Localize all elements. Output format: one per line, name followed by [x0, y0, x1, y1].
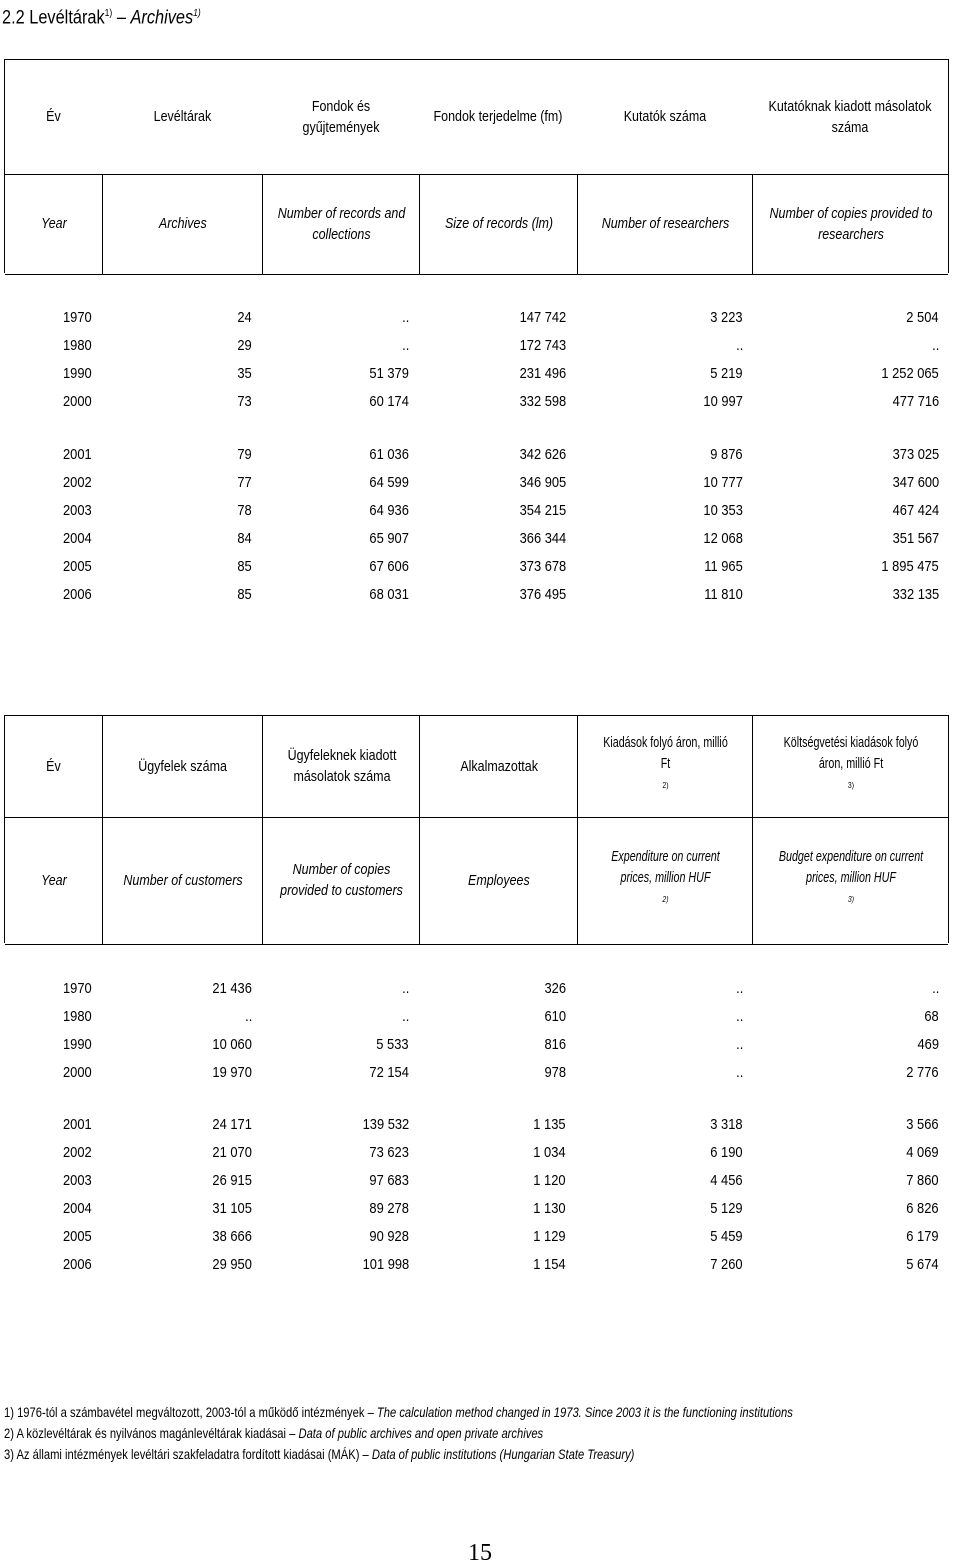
table2-header-hu: [5, 715, 948, 818]
table-row: 2005 85 67 606 373 678 11 965 1 895 475: [63, 558, 939, 575]
t2-h-copies: Ügyfeleknek kiadott másolatok száma: [262, 716, 420, 818]
table-row: 1970 21 436 .. 326 .. ..: [63, 980, 939, 997]
table-row: 2006 29 950 101 998 1 154 7 260 5 674: [63, 1256, 939, 1273]
page-number: 15: [468, 1540, 492, 1566]
table-row: 2003 78 64 936 354 215 10 353 467 424: [63, 502, 939, 519]
table-row: 2006 85 68 031 376 495 11 810 332 135: [63, 586, 939, 603]
table-row: 1980 .. .. 610 .. 68: [63, 1008, 939, 1025]
t2-h-year: Év: [46, 758, 61, 775]
t1-h-researchers-en: Number of researchers: [577, 175, 753, 274]
table-row: 1990 10 060 5 533 816 .. 469: [63, 1036, 939, 1053]
table1-header-hu: [5, 59, 948, 175]
table-row: 2001 24 171 139 532 1 135 3 318 3 566: [63, 1116, 939, 1133]
footnote-1: 1) 1976-tól a számbavétel megváltozott, 2003-tól a működő intézmények – The calculation method changed in 1973. Since 2003 it is the functioning institutions: [4, 1404, 793, 1420]
t2-h-expenditure: Kiadások folyó áron, millió Ft $^{2)}$: [577, 716, 753, 818]
table-row: 2004 84 65 907 366 344 12 068 351 567: [63, 530, 939, 547]
table-row: 2004 31 105 89 278 1 130 5 129 6 826: [63, 1200, 939, 1217]
t2-h-budget: Költségvetési kiadások folyó áron, millió Ft $^{3)}$: [752, 716, 949, 818]
t2-h-employees: Alkalmazottak: [419, 716, 578, 818]
t1-h-records-en: Number of records and collections: [262, 175, 420, 274]
t1-h-size-en: Size of records (lm): [419, 175, 578, 274]
footnotes: [4, 1402, 960, 1465]
t1-h-records: Fondok és gyűjtemények: [302, 98, 379, 136]
table1-header-en: [5, 174, 948, 275]
t2-h-budget-en: Budget expenditure on current prices, million HUF $^{3)}$: [752, 818, 949, 944]
t1-h-archives: Levéltárak: [153, 109, 211, 125]
table-row: 2001 79 61 036 342 626 9 876 373 025: [63, 446, 939, 463]
table-row: 2002 77 64 599 346 905 10 777 347 600: [63, 474, 939, 491]
table-row: 2002 21 070 73 623 1 034 6 190 4 069: [63, 1144, 939, 1161]
table-row: 1990 35 51 379 231 496 5 219 1 252 065: [63, 365, 939, 382]
footnote-3: 3) Az állami intézmények levéltári szakfeladatra fordított kiadásai (MÁK) – Data of public institutions (Hungarian State Treasury): [4, 1446, 635, 1462]
page-title: 2.2 Levéltárak$^{1)}$ – Archives$^{1)}$: [2, 7, 201, 29]
t2-h-employees-en: Employees: [419, 818, 578, 944]
t1-h-archives-en: Archives: [102, 175, 263, 274]
table-row: 1980 29 .. 172 743 .. ..: [63, 337, 939, 354]
table-row: 2000 73 60 174 332 598 10 997 477 716: [63, 393, 939, 410]
t2-h-customers: Ügyfelek száma: [102, 716, 263, 818]
t1-h-size: Fondok terjedelme (fm): [433, 109, 563, 125]
t2-h-copies-en: Number of copies provided to customers: [262, 818, 420, 944]
t2-h-customers-en: Number of customers: [102, 818, 263, 944]
table-row: 2000 19 970 72 154 978 .. 2 776: [63, 1064, 939, 1081]
footnote-2: 2) A közlevéltárak és nyilvános magánlevéltárak kiadásai – Data of public archives and open private archives: [4, 1425, 544, 1441]
table1-header: [4, 59, 949, 273]
table-row: 2003 26 915 97 683 1 120 4 456 7 860: [63, 1172, 939, 1189]
t2-h-expenditure-en: Expenditure on current prices, million HUF $^{2)}$: [577, 818, 753, 944]
t1-h-copies: Kutatóknak kiadott másolatok száma: [768, 98, 932, 136]
t1-h-researchers: Kutatók száma: [623, 109, 706, 125]
t1-h-year-en: Year: [40, 216, 67, 232]
t1-h-copies-en: Number of copies provided to researchers: [752, 175, 949, 274]
t2-h-year-en: Year: [40, 872, 67, 889]
t1-h-year: Év: [46, 109, 61, 125]
table2-header: [4, 715, 949, 943]
table-row: 1970 24 .. 147 742 3 223 2 504: [63, 309, 939, 326]
table-row: 2005 38 666 90 928 1 129 5 459 6 179: [63, 1228, 939, 1245]
table2-header-en: [5, 817, 948, 945]
